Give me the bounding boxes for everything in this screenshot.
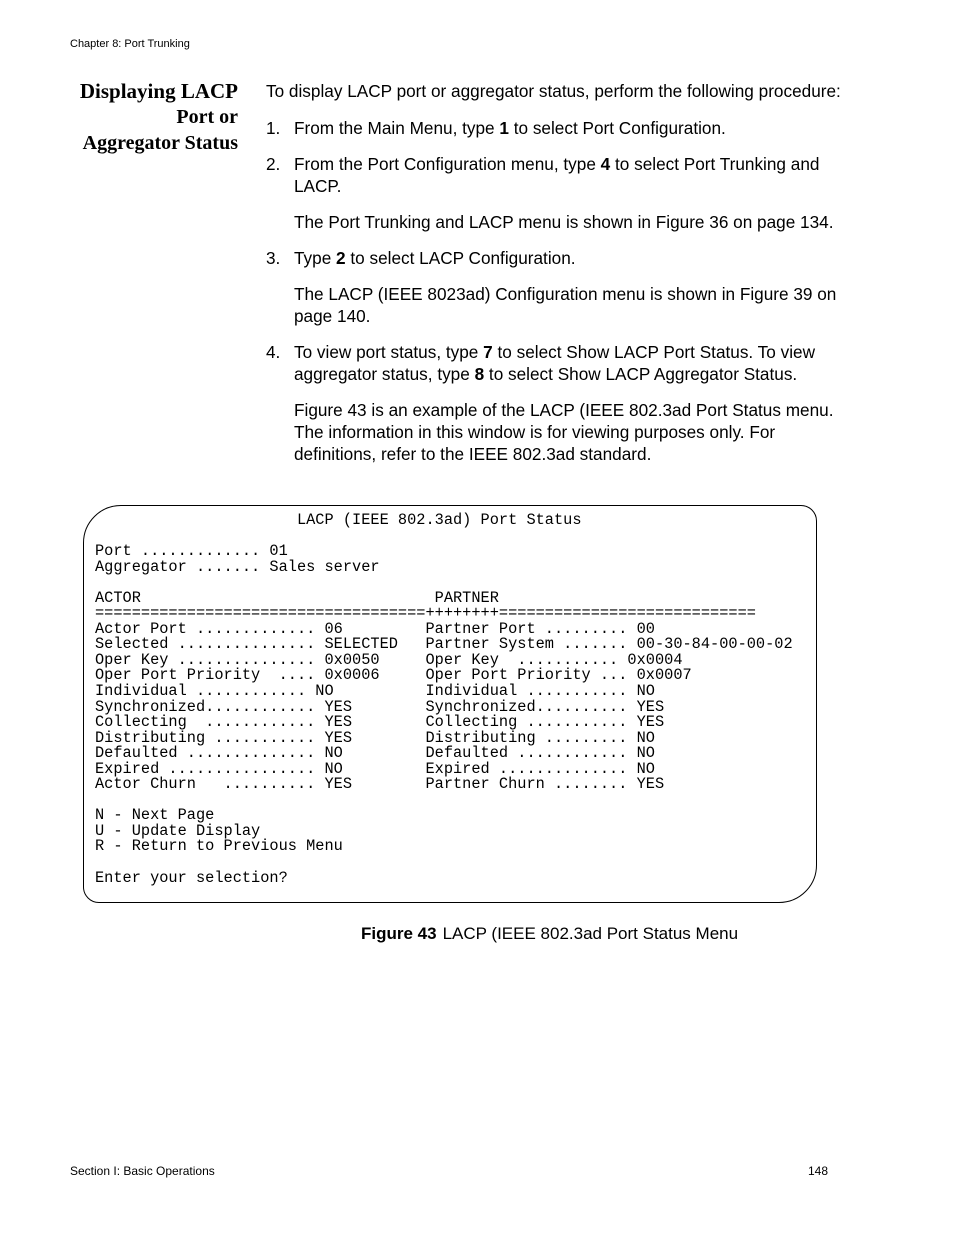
body-text (266, 80, 846, 479)
step-item (266, 341, 846, 465)
figure-title: LACP (IEEE 802.3ad Port Status Menu (442, 924, 739, 943)
terminal-line: Actor Port ............. 06 Partner Port ......... 00 (95, 619, 655, 638)
page-number: 148 (808, 1164, 829, 1178)
step-text-part: Type (294, 248, 337, 268)
step-text (294, 117, 846, 139)
figure-caption (361, 924, 738, 944)
terminal-line: U - Update Display (95, 821, 261, 840)
terminal-line: Aggregator ....... Sales server (95, 557, 380, 576)
terminal-line: R - Return to Previous Menu (95, 837, 343, 856)
step-text-part: From the Main Menu, type (294, 118, 500, 138)
step-key: 2 (336, 248, 346, 268)
step-item (266, 247, 846, 327)
terminal-line: Distributing ........... YES Distributing ......... NO (95, 728, 655, 747)
terminal-line: Actor Churn .......... YES Partner Churn ........ YES (95, 775, 665, 794)
running-header: Chapter 8: Port Trunking (70, 38, 190, 50)
footer-section: Section I: Basic Operations (70, 1164, 215, 1178)
terminal-line: Individual ............ NO Individual ........... NO (95, 682, 655, 701)
step-number: 1. (266, 118, 281, 138)
section-heading-line: Aggregator Status (82, 132, 238, 154)
step-number: 3. (266, 248, 281, 268)
terminal-line: Enter your selection? (95, 868, 288, 887)
terminal-line: ====================================++++++++============================ (95, 604, 756, 623)
step-key: 8 (474, 364, 485, 384)
step-text (294, 341, 846, 385)
terminal-line: ACTOR PARTNER (95, 588, 499, 607)
step-note: The LACP (IEEE 8023ad) Configuration menu is shown in Figure 39 on page 140. (294, 284, 837, 326)
step-note: Figure 43 is an example of the LACP (IEEE 802.3ad Port Status menu. The information in this window is for viewing purposes only. For definitions, refer to the IEEE 802.3ad standard. (294, 400, 834, 464)
step-text (294, 153, 846, 197)
step-text (294, 247, 846, 269)
step-text-part: From the Port Configuration menu, type (294, 154, 601, 174)
section-heading (40, 78, 238, 156)
step-number: 2. (266, 154, 281, 174)
terminal-line: Port ............. 01 (95, 542, 288, 561)
procedure-steps (266, 117, 846, 465)
step-text-part: to select Port Configuration. (508, 118, 726, 138)
step-text-part: to select Show LACP Aggregator Status. (484, 364, 798, 384)
step-key: 7 (483, 342, 493, 362)
step-text-part: to select LACP Configuration. (345, 248, 576, 268)
step-number: 4. (266, 342, 281, 362)
section-heading-line: Displaying LACP (79, 79, 238, 103)
step-item (266, 153, 846, 233)
terminal-line: Collecting ............ YES Collecting ........... YES (95, 713, 665, 732)
step-text-part: To view port status, type (294, 342, 484, 362)
terminal-line: N - Next Page (95, 806, 215, 825)
step-text-part: to select Show LACP Port Status. To view aggregator status, type (294, 342, 815, 384)
step-key: 1 (499, 118, 509, 138)
step-text-part: to select Port Trunking and LACP. (294, 154, 820, 196)
step-item (266, 117, 846, 139)
intro-paragraph: To display LACP port or aggregator status, perform the following procedure: (266, 81, 841, 101)
section-heading-line: Port or (176, 106, 238, 128)
terminal-screen-text (95, 513, 793, 886)
terminal-line: Oper Key ............... 0x0050 Oper Key ........... 0x0004 (95, 650, 683, 669)
terminal-line: Oper Port Priority .... 0x0006 Oper Port Priority ... 0x0007 (95, 666, 692, 685)
terminal-line: Selected ............... SELECTED Partner System ....... 00-30-84-00-00-02 (95, 635, 793, 654)
step-note: The Port Trunking and LACP menu is shown in Figure 36 on page 134. (294, 212, 834, 232)
terminal-line: Synchronized............ YES Synchronized.......... YES (95, 697, 665, 716)
step-key: 4 (600, 154, 611, 174)
terminal-line: Expired ................ NO Expired .............. NO (95, 759, 655, 778)
terminal-line: Defaulted .............. NO Defaulted ............ NO (95, 744, 655, 763)
terminal-line: LACP (IEEE 802.3ad) Port Status (95, 511, 582, 529)
figure-label: Figure 43 (361, 924, 437, 943)
